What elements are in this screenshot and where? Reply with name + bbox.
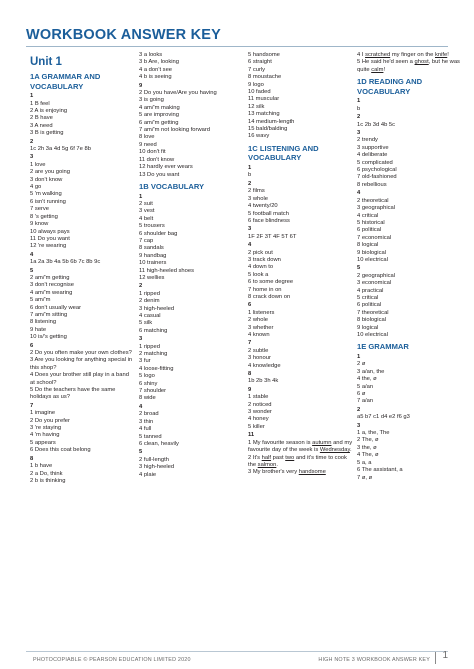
answer-line: 8 logical bbox=[357, 242, 379, 249]
column-1 bbox=[30, 52, 135, 485]
answer-line: 10 electrical bbox=[357, 332, 388, 338]
answer-line: 3 supportive bbox=[357, 144, 389, 151]
exercise-number: 1 bbox=[357, 354, 361, 360]
answer-line: 4 a don't see bbox=[139, 66, 173, 73]
answer-line: 6 Does this coat belong bbox=[30, 447, 91, 454]
column-3 bbox=[248, 52, 354, 477]
answer-line: 16 wavy bbox=[248, 133, 270, 140]
answer-line: 8 rebellious bbox=[357, 181, 387, 188]
answer-line: 6 straight bbox=[248, 59, 272, 66]
exercise-number: 2 bbox=[30, 138, 34, 145]
answer-line: 11 Do you want bbox=[30, 235, 70, 242]
answer-line: 6 political bbox=[357, 302, 382, 309]
answer-line: 5 a, a bbox=[357, 459, 372, 466]
answer-line: 2 Do you have/Are you having bbox=[139, 90, 217, 97]
answer-line: 12 wellies bbox=[139, 274, 165, 281]
answer-line: 2 whole bbox=[248, 317, 268, 324]
page-number: 1 bbox=[442, 650, 448, 661]
answer-line: 3 a/an, the bbox=[357, 368, 385, 375]
answer-line: 9 logo bbox=[248, 81, 264, 88]
section-heading: 1E GRAMMAR bbox=[357, 342, 409, 352]
answer-line: 4 go bbox=[30, 184, 42, 191]
title-divider bbox=[26, 46, 448, 47]
answer-line: 6 shiny bbox=[139, 380, 158, 387]
page-title: WORKBOOK ANSWER KEY bbox=[26, 27, 221, 43]
answer-line: 4 critical bbox=[357, 212, 379, 219]
answer-line: 10 is/'s getting bbox=[30, 334, 67, 341]
answer-line: 2 are you going bbox=[30, 169, 70, 176]
exercise-number: 4 bbox=[30, 251, 34, 258]
exercise-number: 3 bbox=[30, 154, 34, 161]
answer-line: 3 honour bbox=[248, 355, 271, 362]
answer-line: 5 silk bbox=[139, 320, 153, 327]
answer-line: 10 trainers bbox=[139, 260, 167, 267]
section-heading: 1A GRAMMAR AND VOCABULARY bbox=[30, 72, 101, 91]
answer-line: 3 track down bbox=[248, 256, 281, 263]
answer-line: 10 electrical bbox=[357, 256, 388, 263]
answer-line: 2 denim bbox=[139, 298, 160, 305]
answer-line: 4 full bbox=[139, 426, 152, 433]
answer-line: 4 honey bbox=[248, 416, 269, 423]
answer-line: 3 thin bbox=[139, 418, 154, 425]
answer-line: 2 The, ø bbox=[357, 437, 379, 444]
answer-line: 2 geographical bbox=[357, 272, 396, 279]
copyright-notice: PHOTOCOPIABLE © PEARSON EDUCATION LIMITED 2020 bbox=[33, 657, 191, 663]
answer-line: 4 practical bbox=[357, 287, 384, 294]
answer-line: 8 crack down on bbox=[248, 293, 291, 300]
answer-line: 3 is going bbox=[139, 97, 164, 104]
answer-line: 5 handsome bbox=[248, 52, 280, 58]
answer-line: 1 ripped bbox=[139, 290, 160, 297]
answer-line: 5 critical bbox=[357, 294, 379, 301]
answer-line: 13 matching bbox=[248, 111, 280, 118]
answer-line: 2 b is thinking bbox=[30, 477, 66, 484]
footer-divider bbox=[26, 651, 448, 652]
answer-line: 5 He said he'd seen a ghost, but he was quite calm! bbox=[357, 59, 460, 73]
column-4 bbox=[357, 52, 463, 482]
answer-line: 4 am/'m making bbox=[139, 104, 180, 111]
answer-line: 1c 2h 3a 4d 5g 6f 7e 8b bbox=[30, 146, 91, 153]
answer-line: 6 The assistant, a bbox=[357, 467, 403, 474]
answer-line: 4 'm having bbox=[30, 432, 60, 439]
answer-line: 7 old-fashioned bbox=[357, 174, 397, 181]
answer-line: 1 stable bbox=[248, 394, 269, 401]
answer-line: 1 love bbox=[30, 161, 46, 168]
answer-line: 7 a/an bbox=[357, 398, 374, 405]
answer-line: 7 serve bbox=[30, 206, 50, 213]
answer-line: 1b 2b 3h 4k bbox=[248, 378, 279, 385]
answer-line: 7 ø, ø bbox=[357, 474, 373, 481]
exercise-number: 9 bbox=[248, 386, 252, 393]
answer-line: 6 isn't running bbox=[30, 198, 66, 205]
answer-line: 6 shoulder bag bbox=[139, 230, 178, 237]
answer-line: 8 love bbox=[139, 134, 155, 141]
exercise-number: 3 bbox=[357, 422, 361, 429]
answer-line: 2 a Do, think bbox=[30, 470, 63, 477]
answer-line: 3 My brother's very handsome bbox=[248, 469, 326, 476]
answer-line: 1 My favourite season is autumn and my favourite day of the week is Wednesday. bbox=[248, 439, 353, 454]
answer-line: a5 b7 c1 d4 e2 f6 g3 bbox=[357, 414, 410, 421]
answer-line: 4 The, ø bbox=[357, 452, 379, 459]
answer-line: 3 don't know bbox=[30, 176, 63, 183]
answer-line: 5 Do the teachers have the same holidays as us? bbox=[30, 387, 116, 401]
answer-line: 8 wide bbox=[139, 395, 156, 402]
answer-line: 8 moustache bbox=[248, 74, 282, 81]
answer-line: 2 trendy bbox=[357, 137, 378, 144]
footer-separator bbox=[435, 652, 436, 664]
answer-line: 12 silk bbox=[248, 103, 265, 110]
exercise-number: 11 bbox=[248, 432, 255, 439]
answer-line: 3 whether bbox=[248, 324, 274, 331]
answer-line: 3 wonder bbox=[248, 409, 272, 416]
column-2 bbox=[139, 52, 243, 479]
answer-line: 2 Do you often make your own clothes? bbox=[30, 350, 132, 356]
answer-line: 2 suit bbox=[139, 200, 153, 207]
answer-line: 11 don't know bbox=[139, 156, 175, 163]
answer-line: 8 sandals bbox=[139, 245, 164, 252]
section-heading: 1D READING AND VOCABULARY bbox=[357, 77, 423, 96]
answer-line: 11 high-heeled shoes bbox=[139, 267, 195, 274]
answer-line: 4 plaie bbox=[139, 471, 157, 478]
answer-line: 7 shoulder bbox=[139, 388, 167, 395]
exercise-number: 6 bbox=[30, 342, 34, 349]
answer-line: 14 medium-length bbox=[248, 118, 295, 125]
answer-line: 3 A need bbox=[30, 122, 53, 129]
answer-line: 4 twenty/20 bbox=[248, 203, 278, 210]
answer-line: 1c 2b 3d 4b 5c bbox=[357, 121, 396, 128]
answer-line: 4 b is seeing bbox=[139, 74, 172, 81]
answer-line: 4 the, ø bbox=[357, 376, 377, 383]
answer-line: 6 clean, heavily bbox=[139, 440, 179, 447]
answer-line: 5 trousers bbox=[139, 223, 165, 230]
exercise-number: 5 bbox=[139, 449, 143, 456]
answer-line: 2 pick out bbox=[248, 249, 273, 256]
answer-line: 4 casual bbox=[139, 313, 161, 319]
answer-line: 6 psychological bbox=[357, 167, 397, 174]
answer-line: 5 'm walking bbox=[30, 191, 62, 198]
exercise-number: 5 bbox=[357, 265, 361, 272]
exercise-number: 5 bbox=[30, 267, 34, 274]
answer-line: 2 subtle bbox=[248, 347, 269, 354]
answer-line: 9 biological bbox=[357, 249, 387, 256]
answer-line: 8 's getting bbox=[30, 213, 58, 220]
exercise-number: 2 bbox=[357, 406, 361, 413]
exercise-number: 1 bbox=[139, 193, 143, 200]
answer-line: 3 geographical bbox=[357, 205, 396, 212]
answer-line: b bbox=[248, 172, 252, 179]
answer-line: 10 don't fit bbox=[139, 149, 166, 156]
answer-line: 6 matching bbox=[139, 327, 168, 334]
answer-line: 2 matching bbox=[139, 351, 168, 358]
answer-line: 5 am/'m bbox=[30, 297, 51, 304]
answer-line: 6 am/'m getting bbox=[139, 119, 179, 126]
answer-line: 12 hardly ever wears bbox=[139, 164, 193, 171]
answer-line: 8 biological bbox=[357, 317, 387, 324]
answer-line: 7 am/'m sitting bbox=[30, 311, 68, 318]
answer-line: 5 tanned bbox=[139, 433, 162, 440]
exercise-number: 1 bbox=[248, 165, 252, 172]
answer-line: 1 listeners bbox=[248, 309, 275, 316]
answer-line: 3 fur bbox=[139, 358, 151, 365]
answer-line: 3 a looks bbox=[139, 52, 163, 58]
answer-line: 2 B have bbox=[30, 115, 53, 122]
footer-book-title: HIGH NOTE 3 WORKBOOK ANSWER KEY bbox=[318, 657, 430, 663]
exercise-number: 3 bbox=[357, 130, 361, 137]
answer-line: 2 films bbox=[248, 188, 265, 195]
answer-line: 3 b Are, looking bbox=[139, 59, 179, 66]
answer-line: 7 am/'m not looking forward bbox=[139, 127, 211, 134]
answer-line: 1 imagine bbox=[30, 410, 56, 417]
answer-line: 3 high-heeled bbox=[139, 464, 175, 471]
exercise-number: 8 bbox=[30, 455, 34, 462]
answer-line: 4 deliberate bbox=[357, 152, 388, 159]
exercise-number: 2 bbox=[357, 114, 361, 121]
answer-line: 6 don't usually wear bbox=[30, 304, 82, 311]
exercise-number: 2 bbox=[248, 180, 252, 187]
answer-line: 1F 2F 3T 4F 5T 6T bbox=[248, 233, 297, 240]
answer-line: 3 Are you looking for anything special in this shop? bbox=[30, 357, 133, 371]
answer-line: 3 high-heeled bbox=[139, 305, 175, 312]
answer-line: 9 hate bbox=[30, 326, 47, 333]
exercise-number: 7 bbox=[30, 402, 34, 409]
answer-line: 3 economical bbox=[357, 280, 392, 287]
answer-line: 15 bald/balding bbox=[248, 126, 288, 133]
answer-line: 7 theoretical bbox=[357, 309, 389, 316]
answer-line: 12 're wearing bbox=[30, 243, 67, 250]
exercise-number: 4 bbox=[357, 190, 361, 197]
section-heading: 1B VOCABULARY bbox=[139, 181, 205, 191]
answer-line: 5 appears bbox=[30, 439, 56, 446]
answer-line: 11 muscular bbox=[248, 96, 280, 103]
exercise-number: 4 bbox=[248, 242, 252, 249]
answer-line: 2 noticed bbox=[248, 401, 272, 408]
answer-line: 13 Do you want bbox=[139, 171, 180, 178]
answer-line: 7 curly bbox=[248, 66, 266, 73]
answer-line: 2 A is enjoying bbox=[30, 108, 68, 114]
answer-line: 1 B feel bbox=[30, 100, 50, 107]
exercise-number: 7 bbox=[248, 340, 252, 347]
answer-line: 3 B is getting bbox=[30, 130, 64, 137]
answer-line: 3 don't recognise bbox=[30, 282, 74, 289]
answer-line: 6 face blindness bbox=[248, 217, 290, 224]
exercise-number: 1 bbox=[357, 98, 361, 105]
answer-line: 3 're staying bbox=[30, 425, 62, 432]
exercise-number: 4 bbox=[139, 403, 143, 410]
answer-line: 1 a, the, The bbox=[357, 430, 390, 437]
answer-line: 2 full-length bbox=[139, 456, 169, 463]
answer-line: 5 are improving bbox=[139, 112, 179, 119]
exercise-number: 2 bbox=[139, 283, 143, 290]
answer-line: 2 theoretical bbox=[357, 197, 389, 204]
answer-line: 4 knowledge bbox=[248, 362, 281, 369]
answer-line: 5 logo bbox=[139, 373, 155, 380]
section-heading: 1C LISTENING AND VOCABULARY bbox=[248, 143, 319, 163]
answer-line: 6 political bbox=[357, 227, 382, 234]
answer-line: b bbox=[357, 105, 361, 112]
answer-line: 1a 2a 3b 4a 5b 6b 7c 8b 9c bbox=[30, 259, 101, 266]
answer-line: 7 home in on bbox=[248, 286, 282, 293]
answer-line: 9 know bbox=[30, 221, 49, 228]
answer-line: 4 am/'m wearing bbox=[30, 289, 73, 296]
answer-line: 9 logical bbox=[357, 324, 379, 331]
exercise-number: 9 bbox=[139, 82, 143, 89]
answer-line: 6 ø bbox=[357, 391, 366, 398]
answer-line: 7 economical bbox=[357, 234, 392, 241]
answer-line: 7 cap bbox=[139, 237, 154, 244]
answer-line: 5 historical bbox=[357, 219, 385, 226]
answer-line: 10 faded bbox=[248, 89, 271, 96]
answer-line: 3 whole bbox=[248, 195, 268, 202]
answer-line: 3 vest bbox=[139, 208, 155, 215]
answer-line: 9 need bbox=[139, 141, 157, 148]
answer-line: 8 listening bbox=[30, 319, 57, 326]
answer-line: 3 the, ø bbox=[357, 444, 377, 451]
exercise-number: 8 bbox=[248, 371, 252, 378]
exercise-number: 6 bbox=[248, 302, 252, 309]
answer-line: 5 look a bbox=[248, 271, 269, 278]
answer-line: 5 a/an bbox=[357, 383, 374, 390]
answer-line: 2 It's half past two and it's time to cook the salmon. bbox=[248, 454, 347, 468]
answer-line: 10 always pays bbox=[30, 228, 70, 235]
answer-line: 2 Do you prefer bbox=[30, 417, 70, 424]
answer-line: 4 belt bbox=[139, 215, 154, 222]
answer-line: 2 ø bbox=[357, 361, 366, 368]
answer-line: 4 I scratched my finger on the knife! bbox=[357, 52, 449, 58]
answer-line: 4 down to bbox=[248, 264, 274, 271]
answer-line: 9 handbag bbox=[139, 252, 167, 259]
exercise-number: 3 bbox=[248, 226, 252, 233]
answer-line: 5 football match bbox=[248, 210, 289, 217]
answer-line: 4 Does your brother still play in a band at school? bbox=[30, 372, 129, 386]
answer-line: 2 am/'m getting bbox=[30, 274, 70, 281]
answer-line: 4 loose-fitting bbox=[139, 365, 174, 372]
answer-line: 1 b have bbox=[30, 463, 53, 470]
answer-line: 1 ripped bbox=[139, 343, 160, 350]
answer-line: 5 killer bbox=[248, 423, 265, 430]
answer-line: 5 complicated bbox=[357, 159, 393, 166]
unit-heading: Unit 1 bbox=[30, 56, 62, 68]
answer-line: 2 broad bbox=[139, 411, 159, 418]
exercise-number: 3 bbox=[139, 336, 143, 343]
answer-line: 6 to some degree bbox=[248, 279, 294, 286]
exercise-number: 1 bbox=[30, 93, 34, 100]
answer-line: 4 known bbox=[248, 332, 270, 338]
